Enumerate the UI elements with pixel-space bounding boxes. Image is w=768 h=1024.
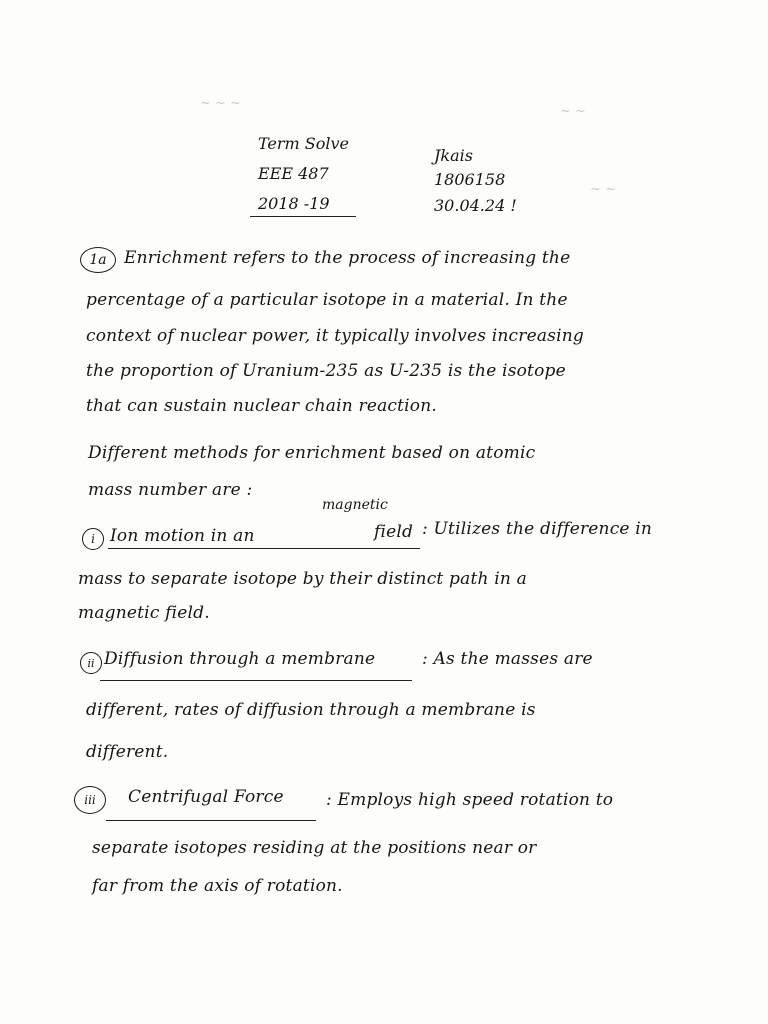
method-3-numeral-badge (74, 786, 106, 814)
answer-line: context of nuclear power, it typically involves increasing (86, 326, 584, 346)
answer-line: the proportion of Uranium-235 as U-235 is the isotope (86, 361, 566, 381)
header-course: EEE 487 (258, 164, 329, 183)
header-student-id: 1806158 (434, 170, 506, 189)
method-1-desc: mass to separate isotope by their distinct path in a (78, 569, 527, 589)
method-1-underline (108, 548, 420, 549)
bleed-through-mark: ~ ~ (590, 182, 616, 197)
answer-line: percentage of a particular isotope in a material. In the (86, 290, 568, 310)
method-3-underline (106, 820, 316, 821)
header-date: 30.04.24 ! (434, 196, 517, 215)
method-1-numeral: i (91, 532, 95, 546)
header-title: Term Solve (258, 134, 350, 153)
method-1-desc: : Utilizes the difference in (422, 519, 653, 539)
method-3-desc: : Employs high speed rotation to (326, 790, 614, 810)
method-2-underline (100, 680, 412, 681)
method-1-desc: magnetic field. (78, 603, 210, 623)
header-name: Jkais (434, 146, 473, 165)
bleed-through-mark: ~ ~ (560, 104, 586, 119)
methods-intro-line: Different methods for enrichment based on atomic (88, 443, 536, 463)
header-underline (250, 216, 356, 217)
method-2-heading: Diffusion through a membrane (104, 649, 376, 669)
method-1-heading-tail: field (374, 522, 414, 542)
method-3-numeral: iii (84, 793, 96, 807)
method-2-desc: : As the masses are (422, 649, 593, 669)
method-3-desc: separate isotopes residing at the positions near or (92, 838, 537, 858)
method-1-heading: Ion motion in an (110, 526, 255, 546)
answer-line: Enrichment refers to the process of increasing the (124, 248, 571, 268)
method-2-numeral-badge (80, 652, 102, 674)
method-1-insert: magnetic (322, 497, 388, 513)
method-1-numeral-badge (82, 528, 104, 550)
question-label: 1a (89, 252, 107, 268)
header-session: 2018 -19 (258, 194, 330, 213)
method-3-desc: far from the axis of rotation. (92, 876, 343, 896)
method-2-numeral: ii (87, 656, 95, 670)
method-2-desc: different. (86, 742, 169, 762)
answer-line: that can sustain nuclear chain reaction. (86, 396, 437, 416)
method-3-heading: Centrifugal Force (128, 787, 284, 807)
methods-intro-line: mass number are : (88, 480, 253, 500)
bleed-through-mark: ~ ~ ~ (200, 96, 241, 111)
question-label-badge (80, 247, 116, 273)
method-2-desc: different, rates of diffusion through a membrane is (86, 700, 536, 720)
